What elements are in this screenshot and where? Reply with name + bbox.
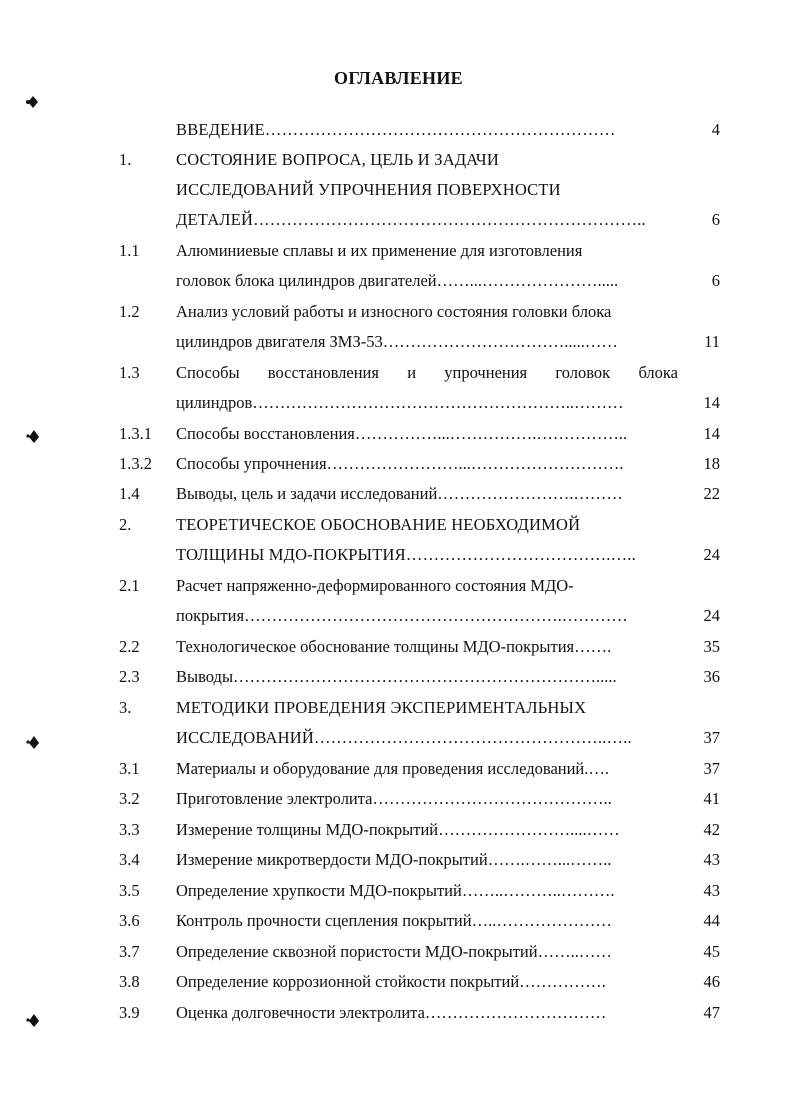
toc-entry[interactable] [0, 693, 797, 723]
toc-entry-page: 45 [703, 942, 720, 961]
toc-entry-page: 6 [711, 271, 720, 290]
toc-entry[interactable] [0, 479, 797, 509]
toc-entry-title: ИССЛЕДОВАНИЙ……………………………………………..….. [176, 728, 632, 747]
toc-entry[interactable] [0, 510, 797, 540]
toc-entry-page: 47 [703, 1003, 720, 1022]
toc-entry-page: 44 [703, 911, 720, 930]
toc-entry[interactable] [0, 449, 797, 479]
toc-entry-page: 41 [703, 789, 720, 808]
toc-entry[interactable] [0, 937, 797, 967]
toc-entry-title: покрытия………………………………………………….………… [176, 606, 628, 625]
toc-entry[interactable] [0, 358, 797, 388]
toc-entry-page: 24 [703, 545, 720, 564]
toc-entry-title: Анализ условий работы и износного состояния головки блока [176, 302, 612, 321]
toc-entry[interactable] [0, 236, 797, 266]
toc-entry-title: головок блока цилиндров двигателей……...…………………..... [176, 271, 619, 290]
toc-entry-page: 42 [703, 820, 720, 839]
toc-entry-title: Алюминиевые сплавы и их применение для изготовления [176, 241, 583, 260]
toc-entry-page: 18 [703, 454, 720, 473]
toc-entry[interactable] [0, 601, 797, 631]
toc-entry-title: Определение хрупкости МДО-покрытий……..………..………. [176, 881, 615, 900]
toc-entry-page: 37 [703, 759, 720, 778]
toc-entry[interactable] [0, 662, 797, 692]
toc-entry-title: Способы восстановления……………...…………….…………….. [176, 424, 628, 443]
toc-entry-title: цилиндров…………………………………………………..……… [176, 393, 624, 412]
toc-entry[interactable] [0, 175, 797, 205]
toc-entry-number: 1.1 [119, 241, 140, 260]
toc-entry-title: Измерение микротвердости МДО-покрытий…….……...…….. [176, 850, 612, 869]
toc-entry-page: 46 [703, 972, 720, 991]
toc-entry-page: 11 [704, 332, 720, 351]
toc-entry-title: Способы упрочнения……………………...………………………. [176, 454, 624, 473]
toc-entry-number: 3.4 [119, 850, 140, 869]
toc-entry-title: Технологическое обоснование толщины МДО-покрытия……. [176, 637, 612, 656]
toc-entry-number: 3.8 [119, 972, 140, 991]
toc-entry-title: Измерение толщины МДО-покрытий……………………....…… [176, 820, 620, 839]
toc-entry-title: СОСТОЯНИЕ ВОПРОСА, ЦЕЛЬ И ЗАДАЧИ [176, 150, 499, 169]
toc-entry[interactable] [0, 115, 797, 145]
toc-entry[interactable] [0, 632, 797, 662]
toc-entry-number: 3.7 [119, 942, 140, 961]
toc-entry-title: Оценка долговечности электролита…………………………… [176, 1003, 607, 1022]
page-title: ОГЛАВЛЕНИЕ [334, 68, 463, 88]
toc-entry-title: ДЕТАЛЕЙ…………………………………………………………….. [176, 210, 646, 229]
toc-entry-page: 35 [703, 637, 720, 656]
toc-entry-title: Способы восстановления и упрочнения головок блока [176, 363, 678, 382]
toc-entry-number: 2.1 [119, 576, 140, 595]
toc-entry-page: 37 [703, 728, 720, 747]
toc-entry[interactable] [0, 205, 797, 235]
toc-entry-page: 6 [711, 210, 720, 229]
toc-entry[interactable] [0, 784, 797, 814]
toc-entry-number: 3.1 [119, 759, 140, 778]
toc-entry-title: Выводы…………………………………………………………..... [176, 667, 617, 686]
toc-entry-title: МЕТОДИКИ ПРОВЕДЕНИЯ ЭКСПЕРИМЕНТАЛЬНЫХ [176, 698, 587, 717]
toc-entry-title: ТЕОРЕТИЧЕСКОЕ ОБОСНОВАНИЕ НЕОБХОДИМОЙ [176, 515, 581, 534]
toc-entry[interactable] [0, 540, 797, 570]
toc-entry-number: 3.9 [119, 1003, 140, 1022]
toc-entry-page: 43 [703, 850, 720, 869]
toc-entry-page: 4 [711, 120, 720, 139]
toc-entry[interactable] [0, 845, 797, 875]
toc-entry-number: 1.2 [119, 302, 140, 321]
toc-entry-title: Материалы и оборудование для проведения исследований.…. [176, 759, 610, 778]
toc-entry-title: Контроль прочности сцепления покрытий…..………………… [176, 911, 612, 930]
toc-entry-number: 1. [119, 150, 132, 169]
toc-entry[interactable] [0, 723, 797, 753]
toc-entry[interactable] [0, 876, 797, 906]
toc-entry-number: 1.3 [119, 363, 140, 382]
toc-entry-page: 24 [703, 606, 720, 625]
toc-entry-title: Выводы, цель и задачи исследований…………………….……… [176, 484, 623, 503]
toc-entry-number: 1.4 [119, 484, 140, 503]
toc-entry-page: 14 [703, 424, 720, 443]
toc-entry[interactable] [0, 145, 797, 175]
toc-entry[interactable] [0, 967, 797, 997]
toc-entry[interactable] [0, 419, 797, 449]
toc-entry-title: ВВЕДЕНИЕ……………………………………………………… [176, 120, 616, 139]
toc-entry-number: 1.3.2 [119, 454, 152, 473]
toc-entry-number: 3.2 [119, 789, 140, 808]
toc-entry-page: 22 [703, 484, 720, 503]
toc-entry-title: Расчет напряженно-деформированного состояния МДО- [176, 576, 574, 595]
toc-entry-title: Определение коррозионной стойкости покрытий……………. [176, 972, 606, 991]
toc-entry-page: 14 [703, 393, 720, 412]
toc-entry-title: ИССЛЕДОВАНИЙ УПРОЧНЕНИЯ ПОВЕРХНОСТИ [176, 180, 561, 199]
toc-entry[interactable] [0, 571, 797, 601]
toc-entry-number: 3.6 [119, 911, 140, 930]
toc-entry[interactable] [0, 815, 797, 845]
toc-entry-title: цилиндров двигателя ЗМЗ-53…………………………….....…… [176, 332, 618, 351]
toc-entry[interactable] [0, 906, 797, 936]
toc-entry[interactable] [0, 754, 797, 784]
toc-entry-number: 2.3 [119, 667, 140, 686]
toc-entry-page: 43 [703, 881, 720, 900]
toc-entry-title: ТОЛЩИНЫ МДО-ПОКРЫТИЯ……………………………….….. [176, 545, 636, 564]
toc-entry-title: Приготовление электролита…………………………………….. [176, 789, 612, 808]
toc-entry-number: 2. [119, 515, 132, 534]
toc-entry-number: 3.3 [119, 820, 140, 839]
toc-entry-number: 2.2 [119, 637, 140, 656]
toc-entry[interactable] [0, 297, 797, 327]
toc-entry[interactable] [0, 327, 797, 357]
toc-entry[interactable] [0, 266, 797, 296]
toc-entry[interactable] [0, 388, 797, 418]
scan-mark-icon [25, 94, 41, 110]
toc-entry-number: 3. [119, 698, 132, 717]
toc-entry[interactable] [0, 998, 797, 1028]
toc-entry-page: 36 [703, 667, 720, 686]
toc-entry-title: Определение сквозной пористости МДО-покрытий……..…… [176, 942, 612, 961]
toc-entry-number: 1.3.1 [119, 424, 152, 443]
toc-entry-number: 3.5 [119, 881, 140, 900]
